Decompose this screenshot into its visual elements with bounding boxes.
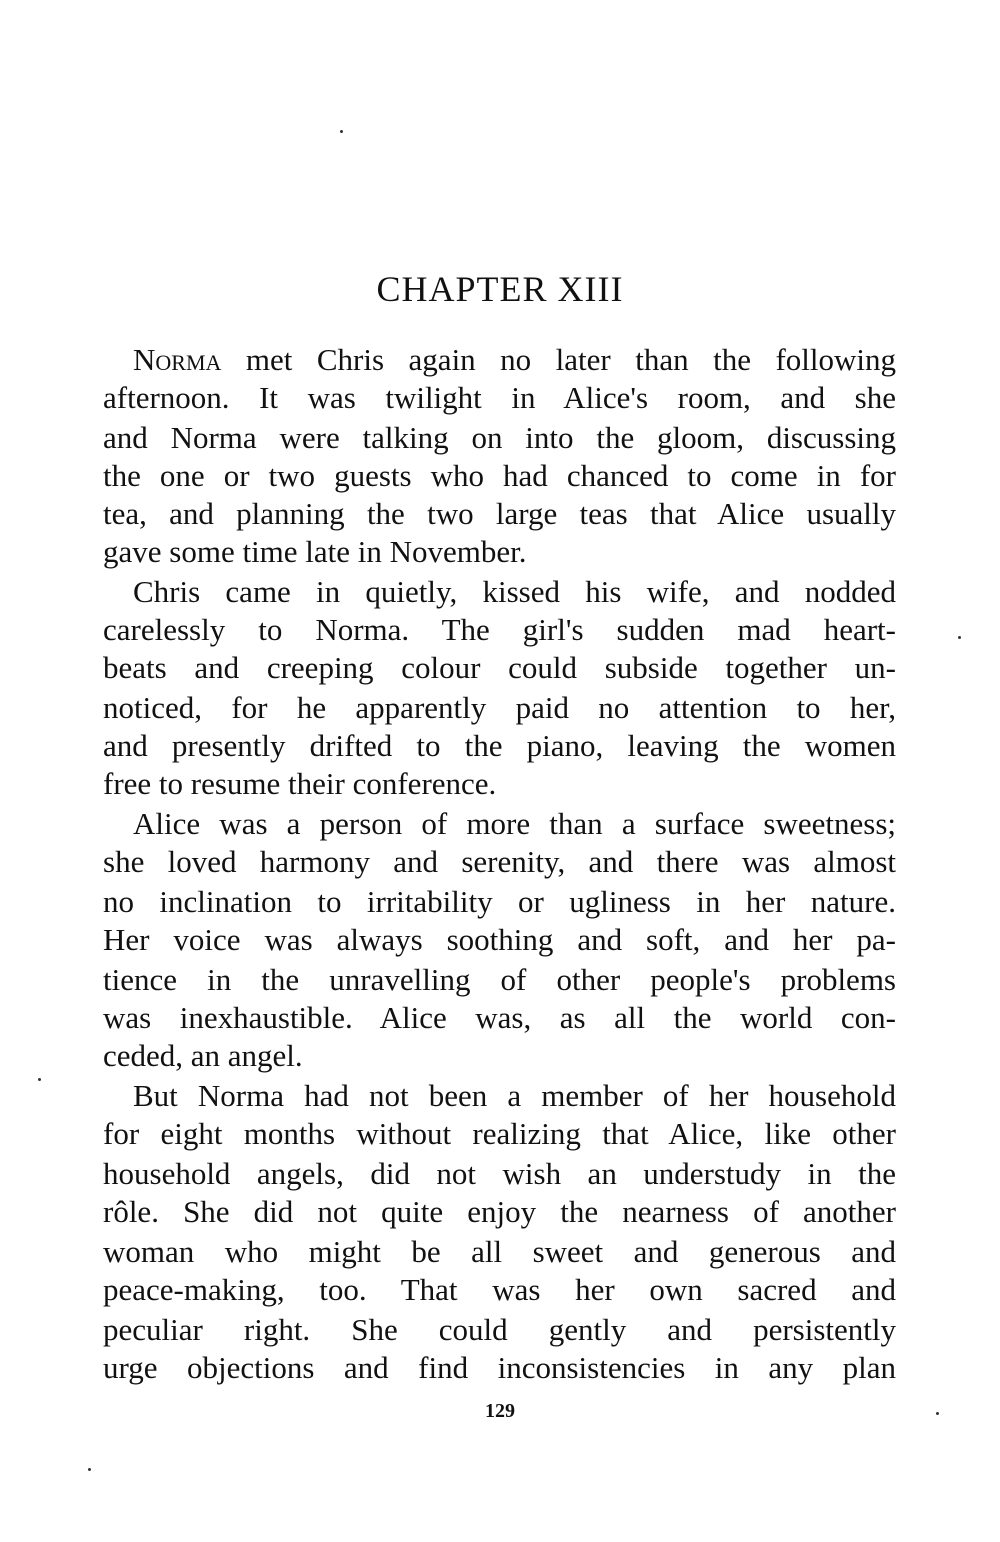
text-line: free to resume their conference. xyxy=(103,766,497,801)
scan-speck xyxy=(936,1412,939,1415)
scan-speck xyxy=(958,636,961,639)
text-line: ceded, an angel. xyxy=(103,1038,303,1073)
text-line: noticed, for he apparently paid no attention to her, xyxy=(103,690,896,725)
text-line: carelessly to Norma. The girl's sudden mad heart- xyxy=(103,612,896,647)
text-line: peculiar right. She could gently and persistently xyxy=(103,1312,896,1347)
text-line: and Norma were talking on into the gloom, discussing xyxy=(103,420,896,455)
text-line: urge objections and find inconsistencies in any plan xyxy=(103,1350,896,1385)
text-line: was inexhaustible. Alice was, as all the world con- xyxy=(103,1000,896,1035)
text-line: Norma met Chris again no later than the following xyxy=(133,342,896,377)
scan-speck xyxy=(38,1078,41,1081)
text-line: tea, and planning the two large teas that Alice usually xyxy=(103,496,896,531)
text-line: Chris came in quietly, kissed his wife, and nodded xyxy=(133,574,896,609)
text-line: Alice was a person of more than a surface sweetness; xyxy=(133,806,896,841)
page-number: 129 xyxy=(485,1400,515,1422)
text-line: no inclination to irritability or ugliness in her nature. xyxy=(103,884,896,919)
text-line: tience in the unravelling of other people's problems xyxy=(103,962,896,997)
text-line: she loved harmony and serenity, and there was almost xyxy=(103,844,896,879)
text-line: gave some time late in November. xyxy=(103,534,527,569)
text-line: peace-making, too. That was her own sacred and xyxy=(103,1272,896,1307)
text-line: rôle. She did not quite enjoy the nearness of another xyxy=(103,1194,896,1229)
scan-speck xyxy=(88,1468,91,1471)
text-line: for eight months without realizing that Alice, like other xyxy=(103,1116,896,1151)
text-line: beats and creeping colour could subside together un- xyxy=(103,650,896,685)
scan-speck xyxy=(340,130,343,133)
text-line: household angels, did not wish an understudy in the xyxy=(103,1156,896,1191)
lead-word: Norma xyxy=(133,342,222,377)
chapter-title: CHAPTER XIII xyxy=(376,269,624,309)
text-line: afternoon. It was twilight in Alice's room, and she xyxy=(103,380,896,415)
text-line: Her voice was always soothing and soft, and her pa- xyxy=(103,922,896,957)
text-line: woman who might be all sweet and generous and xyxy=(103,1234,896,1269)
text-line: But Norma had not been a member of her household xyxy=(133,1078,896,1113)
text-line: the one or two guests who had chanced to come in for xyxy=(103,458,896,493)
text-line: and presently drifted to the piano, leaving the women xyxy=(103,728,896,763)
